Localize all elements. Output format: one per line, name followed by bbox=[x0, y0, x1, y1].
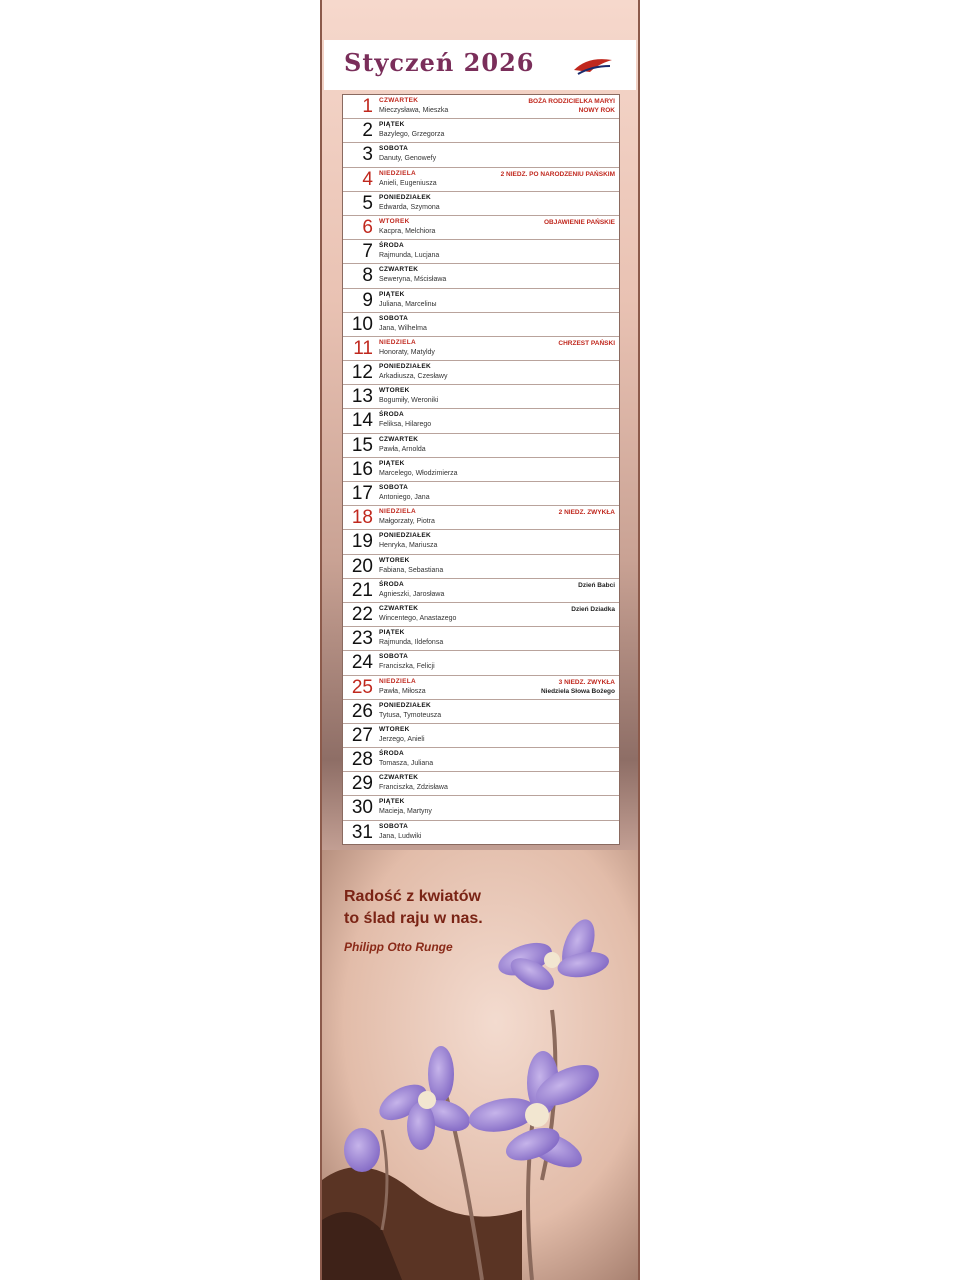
weekday-label: SOBOTA bbox=[379, 822, 409, 830]
weekday-label: CZWARTEK bbox=[379, 97, 419, 104]
holiday-note-line: Dzień Babci bbox=[578, 581, 615, 589]
day-number: 9 bbox=[362, 289, 373, 311]
day-number: 29 bbox=[351, 773, 373, 795]
name-days: Tytusa, Tymoteusza bbox=[379, 711, 442, 719]
day-row bbox=[343, 168, 619, 192]
day-row bbox=[343, 603, 619, 627]
holiday-note bbox=[541, 678, 615, 696]
day-row bbox=[343, 143, 619, 167]
name-days: Wincentego, Anastazego bbox=[379, 614, 457, 622]
name-days: Antoniego, Jana bbox=[379, 494, 430, 501]
weekday-label: CZWARTEK bbox=[379, 266, 419, 274]
weekday-label: PIĄTEK bbox=[379, 629, 405, 637]
weekday-label: NIEDZIELA bbox=[379, 508, 417, 516]
day-number: 19 bbox=[351, 531, 373, 553]
day-row bbox=[343, 385, 619, 409]
day-number: 30 bbox=[351, 797, 373, 819]
weekday-label: PIĄTEK bbox=[379, 290, 405, 298]
day-row bbox=[343, 240, 619, 264]
day-row bbox=[343, 337, 619, 361]
weekday-label: PONIEDZIAŁEK bbox=[379, 193, 431, 201]
name-days: Franciszka, Zdzisława bbox=[379, 784, 448, 792]
day-number: 7 bbox=[362, 241, 373, 263]
day-row bbox=[343, 724, 619, 748]
day-number: 22 bbox=[351, 603, 373, 625]
quote-line-1: Radość z kwiatów bbox=[344, 888, 481, 905]
name-days: Bogumiły, Weroniki bbox=[379, 397, 439, 405]
name-days: Juliana, Marcelinы bbox=[379, 300, 437, 308]
weekday-label: WTOREK bbox=[379, 387, 410, 395]
month-title: Styczeń 2026 bbox=[344, 48, 535, 77]
name-days: Feliksa, Hilarego bbox=[379, 421, 432, 429]
name-days: Bazylego, Grzegorza bbox=[379, 131, 445, 139]
name-days: Małgorzaty, Piotra bbox=[379, 518, 435, 526]
day-number: 16 bbox=[351, 458, 373, 480]
day-number: 18 bbox=[351, 507, 373, 529]
day-number: 23 bbox=[351, 628, 373, 650]
holiday-note bbox=[501, 170, 615, 179]
weekday-label: NIEDZIELA bbox=[379, 169, 417, 177]
holiday-note-line: OBJAWIENIE PAŃSKIE bbox=[543, 218, 615, 226]
day-number: 3 bbox=[362, 144, 373, 166]
name-days: Macieja, Martyny bbox=[379, 808, 432, 816]
name-days: Rajmunda, Ildefonsa bbox=[379, 639, 444, 647]
weekday-label: ŚRODA bbox=[379, 411, 404, 419]
day-row bbox=[343, 506, 619, 530]
weekday-label: PIĄTEK bbox=[379, 798, 405, 806]
name-days: Pawła, Miłosza bbox=[379, 687, 426, 695]
day-row bbox=[343, 458, 619, 482]
holiday-note bbox=[578, 581, 615, 590]
weekday-label: SOBOTA bbox=[379, 484, 409, 491]
weekday-label: PONIEDZIAŁEK bbox=[379, 701, 431, 709]
day-number: 12 bbox=[351, 362, 373, 384]
quote bbox=[344, 886, 483, 930]
holiday-note bbox=[558, 339, 615, 348]
name-days: Agnieszki, Jarosława bbox=[379, 590, 445, 598]
day-row bbox=[343, 579, 619, 603]
weekday-label: SOBOTA bbox=[379, 653, 409, 661]
holiday-note bbox=[528, 97, 615, 115]
day-number: 2 bbox=[362, 120, 373, 142]
day-row bbox=[343, 627, 619, 651]
quote-author: Philipp Otto Runge bbox=[344, 940, 453, 954]
holiday-note-line: Dzień Dziadka bbox=[571, 605, 615, 613]
days-list bbox=[342, 94, 620, 845]
weekday-label: NIEDZIELA bbox=[379, 338, 417, 346]
name-days: Arkadiusza, Czesławy bbox=[379, 373, 448, 381]
holiday-note-line: 2 NIEDZ. ZWYKŁA bbox=[558, 509, 615, 517]
weekday-label: SOBOTA bbox=[379, 145, 409, 153]
name-days: Pawła, Arnolda bbox=[379, 445, 426, 453]
calendar-header bbox=[324, 40, 636, 90]
weekday-label: ŚRODA bbox=[379, 580, 404, 588]
day-number: 4 bbox=[362, 168, 373, 190]
weekday-label: PONIEDZIAŁEK bbox=[379, 532, 431, 540]
holiday-note bbox=[559, 508, 615, 517]
day-row bbox=[343, 313, 619, 337]
holiday-note bbox=[544, 218, 615, 227]
day-number: 8 bbox=[362, 265, 373, 287]
day-row bbox=[343, 482, 619, 506]
day-number: 15 bbox=[351, 434, 373, 456]
flower-photo bbox=[322, 850, 638, 1280]
name-days: Jana, Ludwiki bbox=[379, 832, 422, 840]
name-days: Anieli, Eugeniusza bbox=[379, 179, 437, 187]
name-days: Marcelego, Włodzimierza bbox=[379, 469, 458, 477]
weekday-label: ŚRODA bbox=[379, 750, 404, 758]
day-number: 13 bbox=[351, 386, 373, 408]
holiday-note-line: 3 NIEDZ. ZWYKŁA bbox=[558, 678, 615, 686]
day-row bbox=[343, 748, 619, 772]
day-row bbox=[343, 676, 619, 700]
day-number: 14 bbox=[351, 410, 373, 432]
name-days: Mieczysława, Mieszka bbox=[379, 107, 449, 114]
day-row bbox=[343, 555, 619, 579]
day-row bbox=[343, 192, 619, 216]
name-days: Seweryna, Mścisława bbox=[379, 276, 447, 284]
day-number: 6 bbox=[362, 216, 373, 238]
name-days: Tomasza, Juliana bbox=[379, 760, 434, 768]
holiday-note-line: 2 NIEDZ. PO NARODZENIU PAŃSKIM bbox=[500, 170, 615, 178]
name-days: Jana, Wilhelma bbox=[379, 324, 427, 332]
wall-calendar bbox=[320, 0, 640, 1280]
weekday-label: PIĄTEK bbox=[379, 121, 405, 129]
weekday-label: WTOREK bbox=[379, 556, 410, 564]
day-row bbox=[343, 95, 619, 119]
day-row bbox=[343, 796, 619, 820]
day-number: 31 bbox=[351, 821, 373, 843]
name-days: Edwarda, Szymona bbox=[379, 203, 440, 211]
day-row bbox=[343, 409, 619, 433]
holiday-note bbox=[571, 605, 615, 614]
day-row bbox=[343, 821, 619, 844]
day-number: 21 bbox=[351, 579, 373, 601]
day-number: 27 bbox=[351, 724, 373, 746]
weekday-label: WTOREK bbox=[379, 217, 410, 225]
weekday-label: WTOREK bbox=[379, 725, 410, 733]
day-number: 26 bbox=[351, 700, 373, 722]
day-number: 28 bbox=[351, 749, 373, 771]
holiday-note-line: CHRZEST PAŃSKI bbox=[558, 339, 615, 347]
day-number: 5 bbox=[362, 192, 373, 214]
day-number: 1 bbox=[362, 96, 373, 117]
name-days: Franciszka, Felicji bbox=[379, 663, 435, 671]
weekday-label: SOBOTA bbox=[379, 314, 409, 322]
name-days: Fabiana, Sebastiana bbox=[379, 566, 444, 574]
weekday-label: CZWARTEK bbox=[379, 435, 419, 443]
weekday-label: CZWARTEK bbox=[379, 604, 419, 612]
publisher-logo-icon bbox=[568, 54, 618, 80]
day-row bbox=[343, 216, 619, 240]
name-days: Jerzego, Anieli bbox=[379, 735, 425, 743]
day-number: 24 bbox=[351, 652, 373, 674]
day-row bbox=[343, 434, 619, 458]
day-row bbox=[343, 651, 619, 675]
name-days: Danuty, Genowefy bbox=[379, 155, 437, 163]
name-days: Rajmunda, Lucjana bbox=[379, 252, 440, 260]
day-row bbox=[343, 700, 619, 724]
quote-line-2: to ślad raju w nas. bbox=[344, 910, 483, 927]
name-days: Honoraty, Matyldy bbox=[379, 348, 435, 356]
weekday-label: NIEDZIELA bbox=[379, 677, 417, 685]
day-number: 11 bbox=[353, 337, 373, 359]
day-number: 25 bbox=[351, 676, 373, 698]
day-row bbox=[343, 289, 619, 313]
day-row bbox=[343, 361, 619, 385]
day-row bbox=[343, 530, 619, 554]
holiday-note-line: NOWY ROK bbox=[578, 107, 615, 114]
day-number: 20 bbox=[351, 555, 373, 577]
weekday-label: PONIEDZIAŁEK bbox=[379, 363, 431, 371]
day-number: 17 bbox=[351, 483, 373, 504]
name-days: Kacpra, Melchiora bbox=[379, 227, 436, 235]
day-row bbox=[343, 264, 619, 288]
holiday-note-line: Niedziela Słowa Bożego bbox=[540, 687, 615, 695]
weekday-label: CZWARTEK bbox=[379, 774, 419, 782]
day-row bbox=[343, 119, 619, 143]
name-days: Henryka, Mariusza bbox=[379, 542, 438, 550]
weekday-label: PIĄTEK bbox=[379, 459, 405, 467]
day-number: 10 bbox=[351, 313, 373, 335]
day-row bbox=[343, 772, 619, 796]
weekday-label: ŚRODA bbox=[379, 242, 404, 250]
holiday-note-line: BOŻA RODZICIELKA MARYI bbox=[528, 98, 615, 105]
